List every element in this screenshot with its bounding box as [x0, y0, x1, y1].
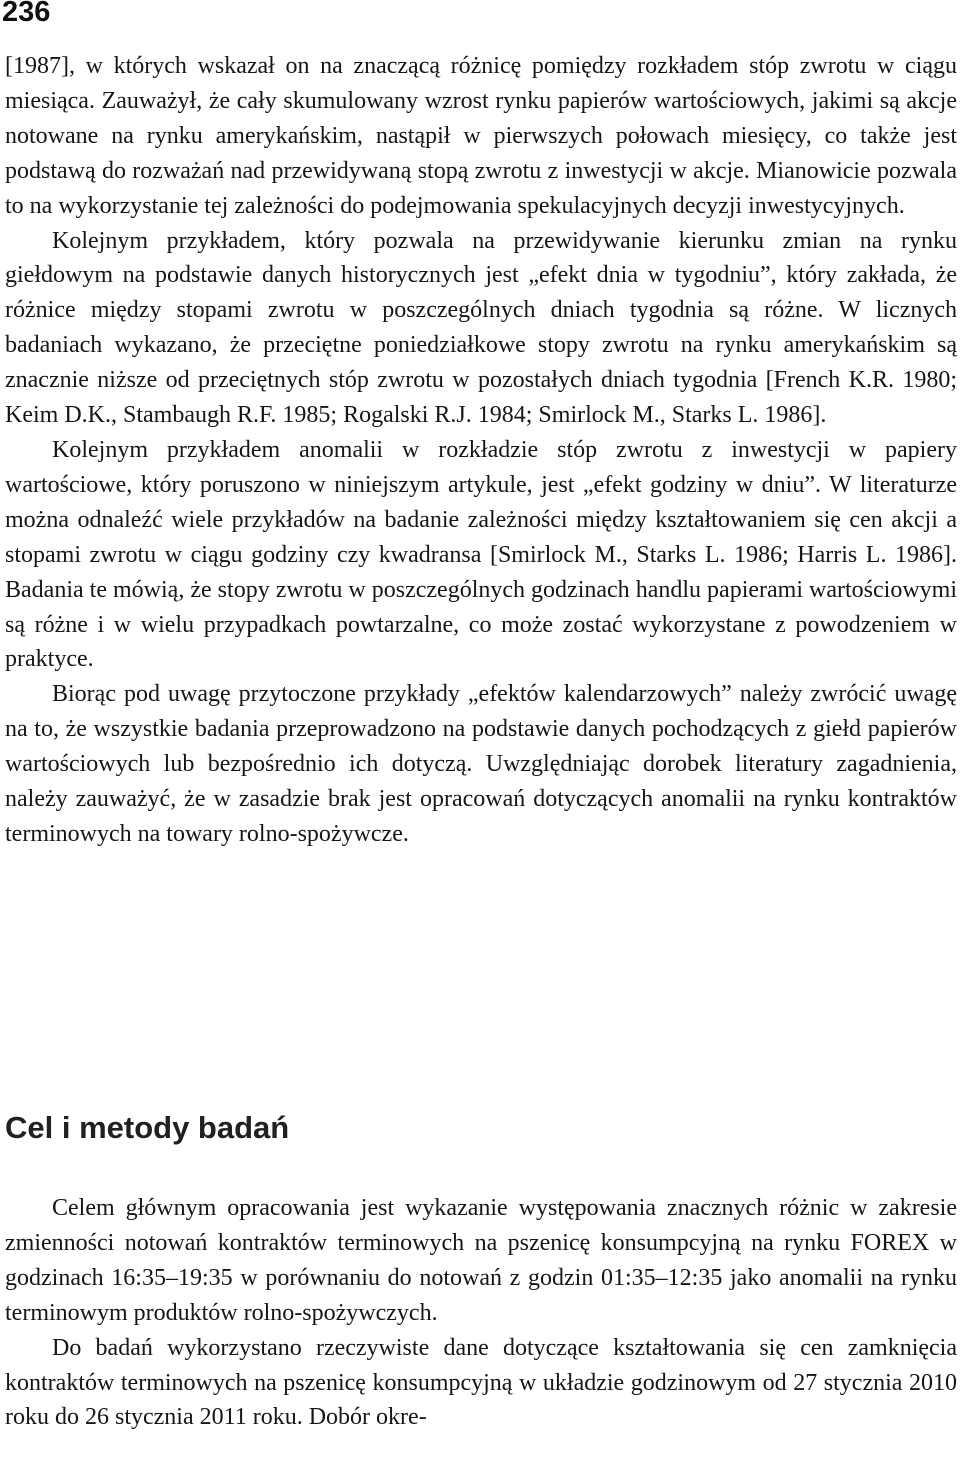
body-paragraph-continued: [1987], w których wskazał on na znaczącą różnicę pomiędzy rozkładem stóp zwrotu w ciągu miesiąca. Zauważył, że cały skumulowany wzrost rynku papierów wartościowych, jakimi są akcje notowane na rynku amerykańskim, nastąpił w pierwszych połowach miesięcy, co także jest podstawą do rozważań nad przewidywaną stopą zwrotu z inwestycji w akcje. Mianowicie pozwala to na wykorzystanie tej zależności do podejmowania spekulacyjnych decyzji inwestycyjnych.: [5, 53, 957, 219]
body-paragraph-calendar-effects: Biorąc pod uwagę przytoczone przykłady „efektów kalendarzowych” należy zwrócić uwagę na to, że wszystkie badania przeprowadzono na podstawie danych pochodzących z giełd papierów wartościowych lub bezpośrednio ich dotyczą. Uwzględniając dorobek literatury zagadnienia, należy zauważyć, że w zasadzie brak jest opracowań dotyczących anomalii na rynku kontraktów terminowych na towary rolno-spożywcze.: [5, 681, 957, 847]
body-paragraph-day-of-week-effect: Kolejnym przykładem, który pozwala na przewidywanie kierunku zmian na rynku giełdowym na podstawie danych historycznych jest „efekt dnia w tygodniu”, który zakłada, że różnice między stopami zwrotu w poszczególnych dniach tygodnia są różne. W licznych badaniach wykazano, że przeciętne poniedziałkowe stopy zwrotu na rynku amerykańskim są znacznie niższe od przeciętnych stóp zwrotu w pozostałych dniach tygodnia [French K.R. 1980; Keim D.K., Stambaugh R.F. 1985; Rogalski R.J. 1984; Smirlock M., Starks L. 1986].: [5, 227, 957, 429]
section-paragraph-objective: Celem głównym opracowania jest wykazanie występowania znacznych różnic w zakresie zmienności notowań kontraktów terminowych na pszenicę konsumpcyjną na rynku FOREX w godzinach 16:35–19:35 w porównaniu do notowań z godzin 01:35–12:35 jako anomalii na rynku terminowym produktów rolno-spożywczych.: [5, 1195, 957, 1326]
body-paragraph-hour-of-day-effect: Kolejnym przykładem anomalii w rozkładzie stóp zwrotu z inwestycji w papiery wartościowe, który poruszono w niniejszym artykule, jest „efekt godziny w dniu”. W literaturze można odnaleźć wiele przykładów na badanie zależności między kształtowaniem się cen akcji a stopami zwrotu w ciągu godziny czy kwadransa [Smirlock M., Starks L. 1986; Harris L. 1986]. Badania te mówią, że stopy zwrotu w poszczególnych godzinach handlu papierami wartościowymi są różne i w wielu przypadkach powtarzalne, co może zostać wykorzystane z powodzeniem w praktyce.: [5, 436, 957, 673]
section-heading: Cel i metody badań: [5, 1110, 290, 1145]
page-number: 236: [2, 0, 51, 28]
section-text: [5, 1191, 957, 1435]
section-paragraph-data: Do badań wykorzystano rzeczywiste dane dotyczące kształtowania się cen zamknięcia kontraktów terminowych na pszenicę konsumpcyjną w układzie godzinowym od 27 stycznia 2010 roku do 26 stycznia 2011 roku. Dobór okre-: [5, 1334, 957, 1431]
intro-text: [5, 49, 957, 852]
